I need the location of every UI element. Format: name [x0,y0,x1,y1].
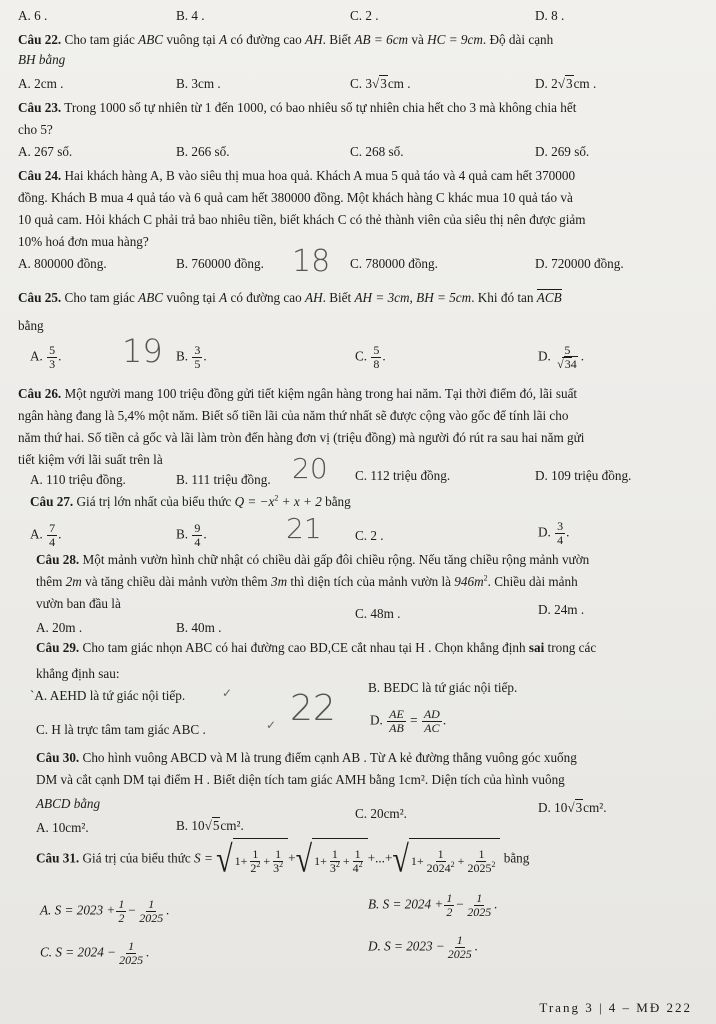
q25-a-label: A. [30,348,43,364]
q31-b-mid: − [455,896,465,912]
q23-option-b: B. 266 số. [176,144,230,159]
q30-number: Câu 30. [36,750,80,765]
q22-text: Cho tam giác [61,32,139,47]
q28-line1 [36,552,589,568]
q30-b-pre: B. 10 [176,818,205,833]
q28-option-b: B. 40m . [176,620,222,635]
q27-line1: Câu 27. Giá trị lớn nhất của biểu thức $Q = -x^2 + x + 2$ bằng [30,493,351,509]
q28-2m: 2m [65,574,82,589]
handwritten-22: 22 [290,688,336,729]
q31-t2-n2: 1 [354,846,361,861]
q24-option-c: C. 780000 đồng. [350,256,438,271]
q25-text: vuông tại [163,290,220,305]
q31-a-n1: 1 [118,897,125,911]
q22-text: . Độ dài cạnh [482,32,554,47]
prev-option-b: B. 4 . [176,8,205,23]
handwritten-20: 20 [292,452,328,485]
q29-d1-num: AE [389,707,404,721]
page-footer: Trang 3 | 4 – MĐ 222 [539,1000,692,1015]
q23-text: Trong 1000 số tự nhiên từ 1 đến 1000, có bao nhiêu số tự nhiên chia hết cho 3 mà không chia hết [61,100,577,115]
q22-d-rad: 3 [565,76,573,91]
q25-angle-acb: ACB [536,290,562,305]
q31-t1-d1: 2 [250,860,257,875]
q25-option-b: B. $\frac{3}{5}$ . [176,343,207,371]
q22-c-rad: 3 [380,76,387,91]
q31-dots: +...+ [367,850,393,866]
q22-ah: AH [305,32,323,47]
q24-option-b: B. 760000 đồng. [176,256,264,271]
q22-option-a: A. 2cm . [18,76,64,91]
q27-b-frac [192,522,202,549]
q30-b-post: cm². [220,818,244,833]
checkmark-icon: ✓ [222,686,233,700]
q28-number: Câu 28. [36,552,80,567]
q31-b-d1: 2 [446,905,453,919]
q25-option-c: C. $\frac{5}{8}$ . [355,343,386,371]
q31-d-d1: 2025 [447,947,472,961]
q26-line2: ngân hàng đang là 5,4% một năm. Biết số tiền lãi của năm thứ nhất sẽ được cộng vào gốc để tính lãi cho [18,408,569,423]
q25-d-label: D. [538,348,551,364]
q31-t3-n2: 1 [478,846,485,861]
q30-d-rad: 3 [575,800,583,815]
q31-t1-n2: 1 [275,846,282,861]
q24-line3: 10 quả cam. Hỏi khách C phải trả bao nhiêu tiền, biết khách C có thẻ thành viên của siêu thị nên được giảm [18,212,586,227]
q27-d-num: 3 [557,519,564,533]
q28-option-c: C. 48m . [355,606,401,621]
q31-c-d1: 2025 [119,953,144,967]
q28-text: thì diện tích của mảnh vườn là [287,574,455,589]
q28-text: . Chiều dài mảnh [487,574,578,589]
q24-number: Câu 24. [18,168,62,183]
q24-text: Hai khách hàng A, B vào siêu thị mua hoa quả. Khách A mua 5 quả táo và 4 quả cam hết 370000 [61,168,576,183]
q31-t3-n1: 1 [437,846,444,861]
checkmark-icon: ✓ [266,718,277,732]
q31-t2-d1: 3 [329,860,336,875]
q29-line1 [36,640,596,656]
q26-option-b: B. 111 triệu đồng. [176,472,271,487]
q22-text: có đường cao [227,32,306,47]
q25-d-den: 34 [564,357,577,371]
q29-number: Câu 29. [36,640,80,655]
prev-option-a: A. 6 . [18,8,48,23]
q27-option-c: C. 2 . [355,528,384,543]
q26-option-d: D. 109 triệu đồng. [535,468,632,483]
q29-d2-num: AD [423,707,440,721]
q25-c-label: C. [355,348,368,364]
q26-number: Câu 26. [18,386,62,401]
q25-c-num: 5 [373,343,380,357]
q23-option-a: A. 267 số. [18,144,73,159]
q25-a-num: 5 [49,343,56,357]
q25-line1 [18,290,562,306]
q22-c-pre: C. 3 [350,76,372,91]
q29-option-d: D. $\frac{AE}{AB}$ = $\frac{AD}{AC}$ . [370,707,447,735]
handwritten-18: 18 [292,244,331,279]
q22-option-c: C. 3√3cm . [350,76,411,91]
q22-text: vuông tại [163,32,220,47]
q25-a-frac [47,344,57,371]
q29-option-b: B. BEDC là tứ giác nội tiếp. [368,680,518,695]
q25-text: Cho tam giác [61,290,139,305]
prev-option-d: D. 8 . [535,8,565,23]
q23-number: Câu 23. [18,100,62,115]
q25-a: A [219,290,228,305]
q31-b-n1: 1 [446,891,453,905]
q27-b-label: B. [176,526,189,542]
q22-c-post: cm . [387,76,411,91]
q22-d-pre: D. 2 [535,76,558,91]
q25-abc: ABC [138,290,164,305]
q31-option-a: A. S = 2023 + $\frac{1}{2}$ − $\frac{1}{2025}$ . [40,897,170,925]
q30-option-b: B. 10√5cm². [176,818,244,833]
q29-d1-den: AB [389,721,404,735]
q25-d-frac [555,344,580,371]
q31-t1-d2: 3 [273,860,280,875]
q31-a-d2: 2025 [139,911,164,925]
q26-line1 [18,386,577,402]
q29-d-frac2 [422,708,442,735]
q28-3m: 3m [270,574,288,589]
q27-d-den: 4 [557,533,564,547]
q27-b-num: 9 [194,521,201,535]
q31-d-pre: D. S = 2023 − [368,938,445,954]
q29-option-a: `A. AEHD là tứ giác nội tiếp. [30,688,186,703]
q27-a-num: 7 [49,521,56,535]
q31-a-d1: 2 [118,911,125,925]
q22-option-b: B. 3cm . [176,76,221,91]
q29-option-c: C. H là trực tâm tam giác ABC . [36,722,206,737]
q22-abc: ABC [138,32,164,47]
q27-b-den: 4 [194,535,201,549]
q29-text: Cho tam giác nhọn ABC có hai đường cao BD,CE cắt nhau tại H . Chọn khẳng định [79,640,529,655]
q29-d2-den: AC [424,721,440,735]
q31-t2-d2: 4 [352,860,359,875]
q23-line1 [18,100,576,116]
handwritten-19: 19 [122,332,163,370]
q25-option-d: D. $\frac{5}{√34}$ . [538,343,585,371]
q27-d-label: D. [538,524,551,540]
q29-line2: khẳng định sau: [36,666,120,681]
q22-line1 [18,32,553,48]
q25-b-num: 3 [194,343,201,357]
q26-text: Một người mang 100 triệu đồng gửi tiết kiệm ngân hàng trong hai năm. Tại thời điểm đó, lãi suất [61,386,578,401]
q22-hc: HC = 9cm [427,32,483,47]
q24-option-d: D. 720000 đồng. [535,256,624,271]
q31-c-n1: 1 [128,939,135,953]
q25-b-label: B. [176,348,189,364]
q27-option-a: A. $\frac{7}{4}$ . [30,521,62,549]
q25-d-den-wrap: √34 [557,357,577,371]
q30-b-rad: 5 [212,818,220,833]
q31-b-pre: B. S = 2024 + [368,896,444,912]
q22-line2: BH bằng [18,52,66,67]
q23-line2: cho 5? [18,122,53,137]
q31-text: Giá trị của biểu thức [79,850,195,866]
q26-line4: tiết kiệm với lãi suất trên là [18,452,163,467]
q27-a-den: 4 [49,535,56,549]
q31-d-n1: 1 [456,933,463,947]
q24-line2: đồng. Khách B mua 4 quả táo và 6 quả cam hết 380000 đồng. Một khách hàng C khác mua 10 quả táo và [18,190,573,205]
q29-sai: sai [528,640,545,655]
q24-line1 [18,168,575,184]
q28-text: Một mảnh vườn hình chữ nhật có chiều dài gấp đôi chiều rộng. Nếu tăng chiều rộng mảnh vườn [79,552,590,567]
q30-line1 [36,750,577,766]
q28-option-d: D. 24m . [538,602,585,617]
q22-number: Câu 22. [18,32,62,47]
q31-s: S = [194,850,213,866]
q24-option-a: A. 800000 đồng. [18,256,107,271]
q31-b-n2: 1 [476,891,483,905]
q24-line4: 10% hoá đơn mua hàng? [18,234,149,249]
q30-option-a: A. 10cm². [36,820,89,835]
q31-t1-n1: 1 [252,846,259,861]
q29-text: trong các [544,640,597,655]
q23-option-c: C. 268 số. [350,144,404,159]
q25-b-frac [192,344,202,371]
q25-text: . Biết [322,290,355,305]
q27-tail: bằng [321,494,351,509]
q27-d-frac [555,520,565,547]
q25-b-den: 5 [194,357,201,371]
q25-a-den: 3 [49,357,56,371]
q31-term3: √ 1+ $\frac{1}{2024^2}$ + $\frac{1}{2025^2}$ [392,838,500,881]
q29-d-label: D. [370,712,383,728]
q22-text: . Biết [322,32,355,47]
q31-option-b: B. S = 2024 + $\frac{1}{2}$ − $\frac{1}{2025}$ . [368,891,498,919]
q31-option-c: C. S = 2024 − $\frac{1}{2025}$ . [40,939,150,967]
q28-option-a: A. 20m . [36,620,83,635]
q22-a: A [219,32,228,47]
q30-d-post: cm². [583,800,607,815]
q25-text: có đường cao [227,290,306,305]
q27-a-frac [47,522,57,549]
q31-c-pre: C. S = 2024 − [40,944,117,960]
q23-option-d: D. 269 số. [535,144,590,159]
q27-option-b: B. $\frac{9}{4}$ . [176,521,207,549]
q27-a-label: A. [30,526,43,542]
q22-ab: AB = 6cm [354,32,409,47]
q28-area: 946m [454,574,484,589]
q25-d-num: 5 [564,343,571,357]
q27-text: Giá trị lớn nhất của biểu thức [73,494,235,509]
q28-line2: thêm 2m và tăng chiều dài mảnh vườn thêm 3m thì diện tích của mảnh vườn là $946m^2$. Chiều dài mảnh [36,573,578,589]
q30-option-d: D. 10√3cm². [538,800,607,815]
q25-c-den: 8 [373,357,380,371]
q29-d-frac1 [387,708,406,735]
q31-term2: √ 1+ $\frac{1}{3^2}$ + $\frac{1}{4^2}$ [296,838,368,881]
q27-option-d: D. $\frac{3}{4}$ . [538,519,570,547]
q31-a-mid: − [127,902,137,918]
q25-ah: AH [305,290,323,305]
prev-option-c: C. 2 . [350,8,379,23]
q31-a-n2: 1 [148,897,155,911]
q31-tail: bằng [500,850,530,866]
q27-number: Câu 27. [30,494,74,509]
q31-t3-d1: 2024 [426,860,451,875]
q31-b-d2: 2025 [467,905,492,919]
q22-text: và [408,32,428,47]
q25-option-a: A. $\frac{5}{3}$ . [30,343,62,371]
q30-text: Cho hình vuông ABCD và M là trung điểm cạnh AB . Từ A kẻ đường thẳng vuông góc xuống [79,750,577,765]
q25-number: Câu 25. [18,290,62,305]
q25-c-frac [371,344,381,371]
q27-expr: Q = −x [234,494,275,509]
q22-d-post: cm . [573,76,597,91]
q26-option-a: A. 110 triệu đồng. [30,472,126,487]
q31-term1: √ 1+ $\frac{1}{2^2}$ + $\frac{1}{3^2}$ [216,838,288,881]
q29-a-text: A. AEHD là tứ giác nội tiếp. [34,688,186,703]
q31-number: Câu 31. [36,850,80,866]
q25-values: AH = 3cm, BH = 5cm [354,290,472,305]
q25-line2: bằng [18,318,44,333]
q28-text: và tăng chiều dài mảnh vườn thêm [81,574,271,589]
q28-text: thêm [36,574,66,589]
q28-line3: vườn ban đầu là [36,596,121,611]
q25-text: . Khi đó tan [471,290,537,305]
q26-option-c: C. 112 triệu đồng. [355,468,451,483]
q31-a-pre: A. S = 2023 + [40,902,116,918]
handwritten-21: 21 [286,512,322,545]
q31-t2-n1: 1 [331,846,338,861]
q22-option-d: D. 2√3cm . [535,76,597,91]
q31-option-d: D. S = 2023 − $\frac{1}{2025}$ . [368,933,479,961]
q30-line3: ABCD bằng [36,796,101,811]
q30-line2: DM và cắt cạnh DM tại điểm H . Biết diện tích tam giác AMH bằng 1cm². Diện tích của hình vuông [36,772,565,787]
q30-option-c: C. 20cm². [355,806,407,821]
q31-t3-d2: 2025 [467,860,492,875]
q26-line3: năm thứ hai. Số tiền cả gốc và lãi làm tròn đến hàng đơn vị (triệu đồng) mà người đó rút ra sau hai năm gửi [18,430,585,445]
q27-expr2: + x + 2 [278,494,322,509]
q31-line1: Câu 31. Giá trị của biểu thức S = √ 1+ $\frac{1}{2^2}$ + $\frac{1}{3^2}$ + √ 1+ $\frac{1}{3^2}$ + $\frac{1}{4^2}$ +...+ √ 1+ $\frac{1}{2024^2}$ + $\frac{1}{2025^2}$ bằng [36,838,530,880]
q30-d-pre: D. 10 [538,800,568,815]
